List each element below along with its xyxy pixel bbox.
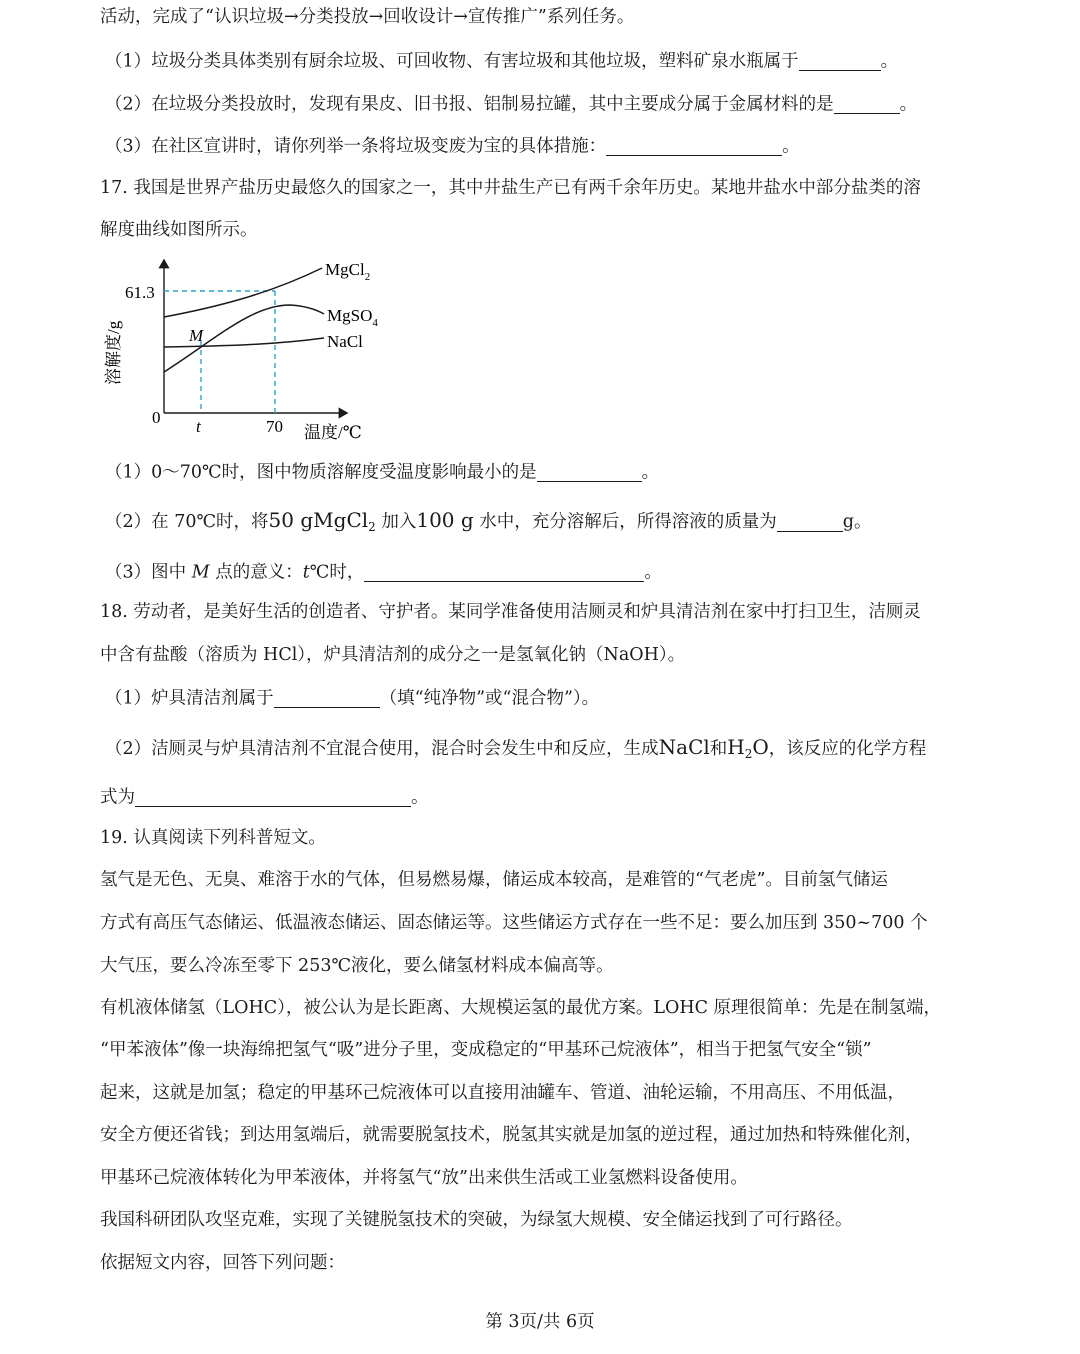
q17-part3-end: 。 bbox=[644, 562, 662, 583]
q17-part2 bbox=[105, 510, 871, 532]
x-tick-70: 70 bbox=[266, 417, 283, 436]
q18-part1-text-b: （填“纯净物”或“混合物”）。 bbox=[379, 688, 600, 709]
q19-para2-line5: 甲基环己烷液体转化为甲苯液体，并将氢气“放”出来供生活或工业氢燃料设备使用。 bbox=[100, 1168, 748, 1188]
answer-blank[interactable] bbox=[777, 513, 843, 532]
q19-title: 19. 认真阅读下列科普短文。 bbox=[100, 828, 326, 848]
q17-part3-text-c: ℃时， bbox=[309, 562, 365, 583]
y-tick-61-3: 61.3 bbox=[125, 283, 155, 302]
q17-part3 bbox=[105, 563, 662, 582]
answer-blank[interactable] bbox=[364, 563, 644, 582]
q18-part2-and: 和 bbox=[709, 739, 728, 759]
q19-para2-line4: 安全方便还省钱；到达用氢端后，就需要脱氢技术，脱氢其实就是加氢的逆过程，通过加热和特殊催化剂， bbox=[100, 1125, 923, 1145]
point-label-m: M bbox=[189, 326, 204, 345]
q16-part1 bbox=[105, 52, 898, 71]
series-line-mgso4 bbox=[164, 305, 324, 372]
q16-part3-text: （3）在社区宣讲时，请你列举一条将垃圾变废为宝的具体措施： bbox=[105, 136, 607, 157]
answer-blank[interactable] bbox=[537, 463, 642, 482]
legend-mgcl2: MgCl$_2$ bbox=[325, 260, 371, 283]
q18-part2-text-b: ，该反应的化学方程 bbox=[768, 739, 927, 759]
legend-nacl: NaCl bbox=[327, 332, 363, 351]
q19-para2-line2: “甲苯液体”像一块海绵把氢气“吸”进分子里，变成稳定的“甲基环己烷液体”，相当于把氢气安全“锁” bbox=[100, 1040, 872, 1060]
solubility-chart bbox=[92, 250, 412, 450]
answer-blank[interactable] bbox=[834, 95, 900, 114]
point-m-ref: M bbox=[191, 562, 210, 583]
answer-blank[interactable] bbox=[274, 689, 380, 708]
temp-t-ref: t bbox=[302, 562, 310, 583]
x-axis-label: 温度/℃ bbox=[304, 423, 362, 442]
formula-h2o: $H_2O$ bbox=[727, 735, 769, 761]
series-line-nacl bbox=[164, 338, 324, 347]
q18-part2-line2 bbox=[100, 788, 429, 807]
q17-part2-end: g。 bbox=[842, 512, 872, 532]
q18-part2-end: 。 bbox=[411, 787, 429, 808]
q19-para4: 依据短文内容，回答下列问题： bbox=[100, 1253, 345, 1273]
q17-part2-text-c: 水中，充分溶解后，所得溶液的质量为 bbox=[479, 512, 777, 532]
answer-blank[interactable] bbox=[135, 788, 411, 807]
q17-part3-text-b: 点的意义： bbox=[215, 562, 303, 583]
q17-part1-text: （1）0～70℃时，图中物质溶解度受温度影响最小的是 bbox=[105, 462, 537, 483]
q18-part1-text-a: （1）炉具清洁剂属于 bbox=[105, 688, 274, 709]
q18-part2-text-c: 式为 bbox=[100, 787, 135, 808]
formula-nacl: NaCl bbox=[658, 735, 710, 759]
formula-100g: 100 g bbox=[416, 508, 474, 532]
x-tick-t: t bbox=[196, 417, 201, 436]
q16-part1-end: 。 bbox=[880, 51, 899, 72]
answer-blank[interactable] bbox=[606, 137, 782, 156]
q18-part2 bbox=[105, 737, 926, 759]
formula-mgcl2: 50 gMgCl$_2$ bbox=[268, 508, 376, 534]
q19-para2-line1: 有机液体储氢（LOHC），被公认为是长距离、大规模运氢的最优方案。LOHC 原理很简单：先是在制氢端， bbox=[100, 998, 942, 1018]
q17-stem-line2: 解度曲线如图所示。 bbox=[100, 220, 258, 240]
intro-line: 活动，完成了“认识垃圾→分类投放→回收设计→宣传推广”系列任务。 bbox=[100, 7, 635, 27]
q17-part3-text-a: （3）图中 bbox=[105, 562, 187, 583]
q16-part2-text: （2）在垃圾分类投放时，发现有果皮、旧书报、铝制易拉罐，其中主要成分属于金属材料的是 bbox=[105, 94, 834, 115]
q17-part2-text-b: 加入 bbox=[381, 512, 417, 532]
q19-para3: 我国科研团队攻坚克难，实现了关键脱氢技术的突破，为绿氢大规模、安全储运找到了可行路径。 bbox=[100, 1210, 853, 1230]
q16-part3 bbox=[105, 137, 800, 156]
q16-part1-text: （1）垃圾分类具体类别有厨余垃圾、可回收物、有害垃圾和其他垃圾，塑料矿泉水瓶属于 bbox=[105, 51, 799, 72]
q19-para2-line3: 起来，这就是加氢；稳定的甲基环己烷液体可以直接用油罐车、管道、油轮运输，不用高压、不用低温， bbox=[100, 1083, 905, 1103]
answer-blank[interactable] bbox=[799, 52, 881, 71]
q16-part2 bbox=[105, 95, 917, 114]
q18-stem-line2: 中含有盐酸（溶质为 HCl），炉具清洁剂的成分之一是氢氧化钠（NaOH）。 bbox=[100, 645, 686, 665]
q17-stem-line1: 17. 我国是世界产盐历史最悠久的国家之一，其中井盐生产已有两千余年历史。某地井盐水中部分盐类的溶 bbox=[100, 178, 921, 198]
y-tick-0: 0 bbox=[152, 408, 161, 427]
page-footer: 第 3页/共 6页 bbox=[485, 1312, 595, 1332]
q18-stem-line1: 18. 劳动者，是美好生活的创造者、守护者。某同学准备使用洁厕灵和炉具清洁剂在家中打扫卫生，洁厕灵 bbox=[100, 602, 921, 622]
q18-part2-text-a: （2）洁厕灵与炉具清洁剂不宜混合使用，混合时会发生中和反应，生成 bbox=[105, 739, 659, 759]
q17-part1-end: 。 bbox=[641, 462, 660, 483]
q17-part1 bbox=[105, 463, 659, 482]
q19-para1-line2: 方式有高压气态储运、低温液态储运、固态储运等。这些储运方式存在一些不足：要么加压到 350~700 个 bbox=[100, 913, 928, 933]
q18-part1 bbox=[105, 689, 599, 708]
legend-mgso4: MgSO$_4$ bbox=[327, 306, 378, 329]
q17-part2-text-a: （2）在 70℃时，将 bbox=[105, 512, 269, 532]
q19-para1-line1: 氢气是无色、无臭、难溶于水的气体，但易燃易爆，储运成本较高，是难管的“气老虎”。目前氢气储运 bbox=[100, 870, 888, 890]
y-axis-label: 溶解度/g bbox=[104, 320, 123, 385]
q16-part2-end: 。 bbox=[899, 94, 918, 115]
q16-part3-end: 。 bbox=[782, 136, 800, 157]
series-line-mgcl2 bbox=[164, 268, 322, 317]
q19-para1-line3: 大气压，要么冷冻至零下 253℃液化，要么储氢材料成本偏高等。 bbox=[100, 956, 614, 976]
